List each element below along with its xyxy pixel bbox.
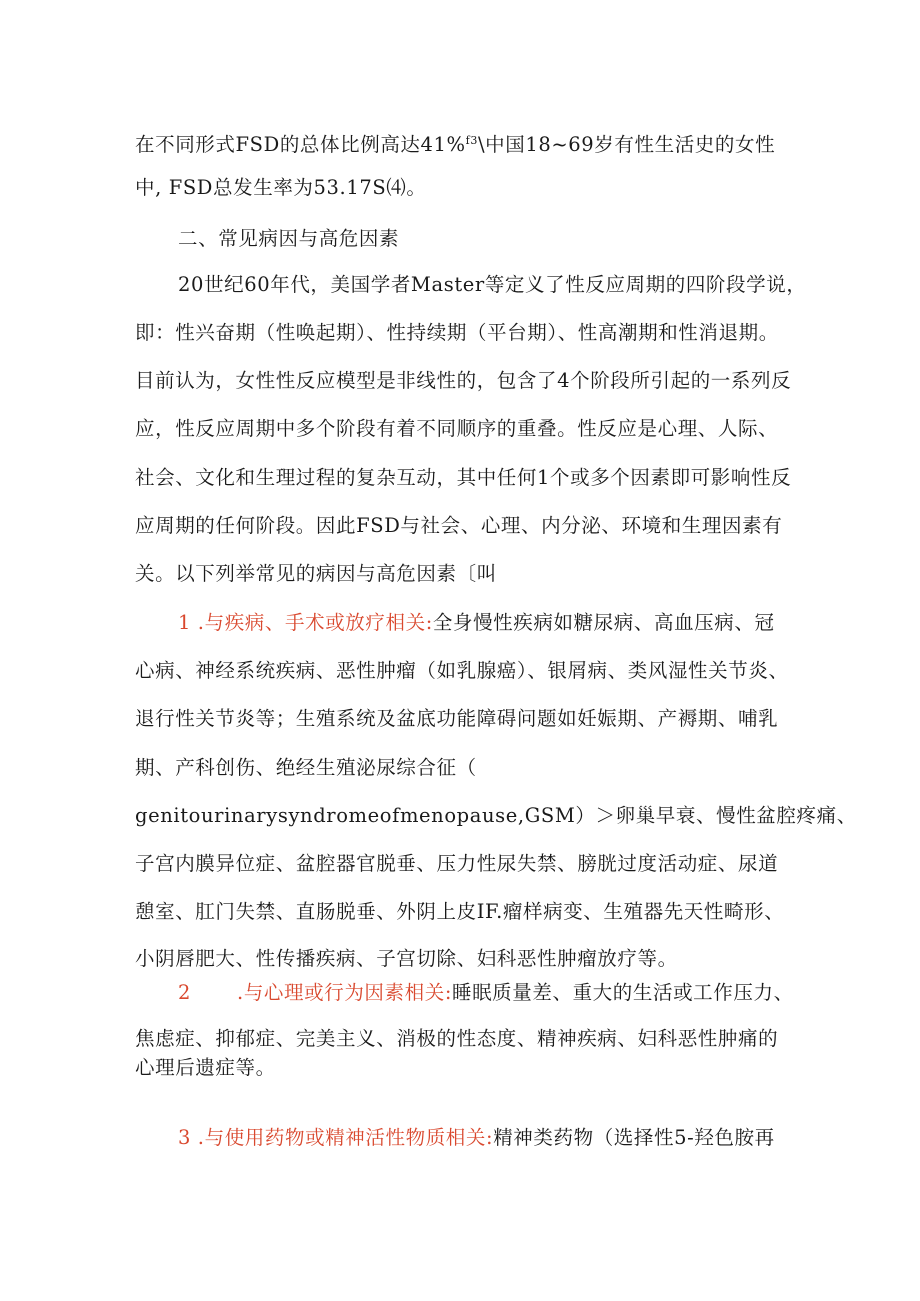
list-item-2-line-1 [178, 980, 794, 1006]
list-item-2-line: 心理后遗症等。 [135, 1056, 276, 1079]
list-item-1-line: 憩室、肛门失禁、直肠脱垂、外阴上皮IF.瘤样病变、生殖器先天性畸形、 [135, 900, 785, 923]
text-run: 全身慢性疾病如糖尿病、高血压病、冠 [432, 611, 775, 634]
list-item-1-line-1 [178, 610, 775, 636]
list-item-3-label: 3 .与使用药物或精神活性物质相关: [178, 1126, 494, 1149]
paragraph-1-line-2: 中, FSD总发生率为53.17S⑷。 [135, 176, 427, 199]
paragraph-2-line: 社会、文化和生理过程的复杂互动，其中任何1个或多个因素即可影响性反 [135, 466, 792, 489]
list-item-2-line: 焦虑症、抑郁症、完美主义、消极的性态度、精神疾病、妇科恶性肿痛的 [135, 1027, 779, 1050]
list-item-1-line: 子宫内膜异位症、盆腔器官脱垂、压力性尿失禁、膀胱过度活动症、尿道 [135, 852, 779, 875]
text-run: \中国18~69岁有性生活史的女性 [477, 133, 776, 156]
paragraph-1-line-1 [135, 128, 775, 158]
list-item-2-label: .与心理或行为因素相关: [237, 981, 452, 1004]
paragraph-2-line: 关。以下列举常见的病因与高危因素〔叫 [135, 562, 497, 585]
paragraph-2-line: 即：性兴奋期（性唤起期）、性持续期（平台期）、性高潮期和性消退期。 [135, 321, 779, 344]
paragraph-2-line: 20世纪60年代，美国学者Master等定义了性反应周期的四阶段学说， [178, 273, 807, 296]
section-heading: 二、常见病因与高危因素 [178, 227, 400, 250]
list-item-1-line: 小阴唇肥大、性传播疾病、子宫切除、妇科恶性肿瘤放疗等。 [135, 947, 678, 970]
paragraph-2-line: 应周期的任何阶段。因此FSD与社会、心理、内分泌、环境和生理因素有 [135, 514, 783, 537]
list-item-1-line: 心病、神经系统疾病、恶性肿瘤（如乳腺癌）、银屑病、类风湿性关节炎、 [135, 659, 789, 682]
list-item-2-number: 2 [178, 981, 192, 1004]
paragraph-2-line: 应，性反应周期中多个阶段有着不同顺序的重叠。性反应是心理、人际、 [135, 417, 779, 440]
citation-superscript: f3 [465, 134, 478, 147]
text-run: 睡眠质量差、重大的生活或工作压力、 [451, 981, 794, 1004]
paragraph-2-line: 目前认为，女性性反应模型是非线性的，包含了4个阶段所引起的一系列反 [135, 369, 792, 392]
text-run: 在不同形式FSD的总体比例高达41% [135, 133, 466, 156]
list-item-1-label: 1 .与疾病、手术或放疗相关: [178, 611, 433, 634]
list-item-1-line: genitourinarysyndromeofmenopause,GSM）＞卵巢早衰、慢性盆腔疼痛、 [135, 804, 857, 827]
list-item-3-line-1 [178, 1125, 775, 1151]
list-item-1-line: 退行性关节炎等；生殖系统及盆底功能障碍问题如妊娠期、产褥期、哺乳 [135, 707, 779, 730]
text-run: 精神类药物（选择性5-羟色胺再 [493, 1126, 775, 1149]
list-item-1-line: 期、产科创伤、绝经生殖泌尿综合征（ [135, 756, 477, 779]
